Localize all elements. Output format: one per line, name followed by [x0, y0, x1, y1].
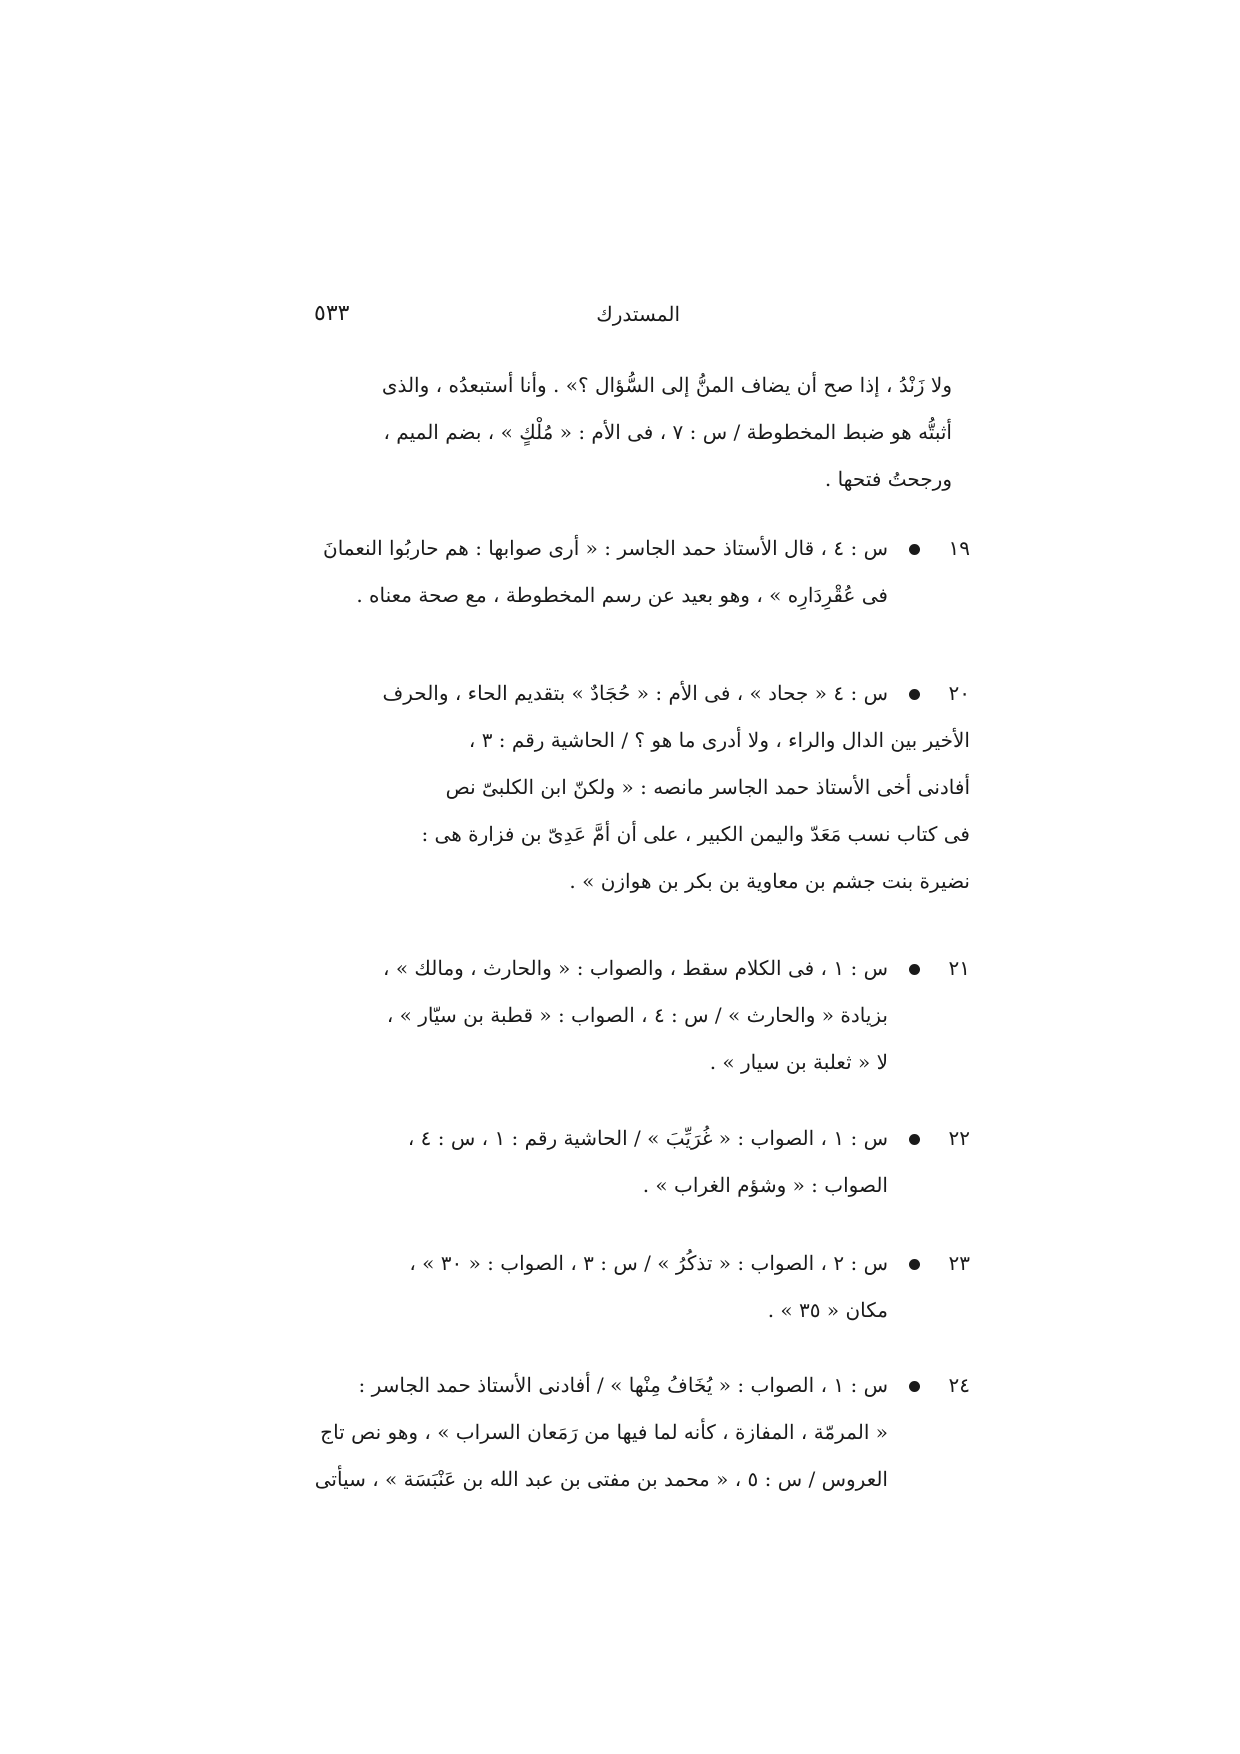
text-line: س : ١ ، الصواب : « يُخَافُ مِنْها » / أفادنى الأستاذ حمد الجاسر : — [358, 1373, 888, 1397]
intro-paragraph — [280, 362, 952, 503]
bullet-icon — [909, 544, 920, 555]
entry-21 — [280, 945, 970, 1095]
text-line: « المرمّة ، المفازة ، كأنه لما فيها من رَمَعان السراب » ، وهو نص تاج — [320, 1420, 888, 1444]
text-line: أثبتُّه هو ضبط المخطوطة / س : ٧ ، فى الأم : « مُلْكٍ » ، بضم الميم ، — [383, 420, 952, 444]
running-title: المستدرك — [596, 302, 680, 326]
text-line: ولا زَنْدُ ، إذا صح أن يضاف المنُّ إلى السُّؤال ؟» . وأنا أستبعدُه ، والذى — [381, 373, 952, 397]
text-line: س : ٢ ، الصواب : « تذكُرُ » / س : ٣ ، الصواب : « ٣٠ » ، — [409, 1251, 888, 1275]
text-line: لا « ثعلبة بن سيار » . — [709, 1050, 888, 1074]
text-line: أفادنى أخى الأستاذ حمد الجاسر مانصه : « ولكنّ ابن الكلبىّ نص — [445, 775, 970, 799]
entry-number: ٢١ — [948, 956, 970, 980]
text-line: نضيرة بنت جشم بن معاوية بن بكر بن هوازن » . — [569, 869, 970, 893]
entry-text — [280, 945, 888, 1086]
entry-19 — [280, 525, 970, 625]
text-line: س : ١ ، فى الكلام سقط ، والصواب : « والحارث ، ومالك » ، — [383, 956, 888, 980]
entry-number: ٢٤ — [948, 1373, 970, 1397]
entry-22 — [280, 1115, 970, 1215]
page-header — [300, 294, 980, 334]
text-line: فى كتاب نسب مَعَدّ واليمن الكبير ، على أن أمَّ عَدِىّ بن فزارة هى : — [421, 822, 970, 846]
text-line: الأخير بين الدال والراء ، ولا أدرى ما هو ؟ / الحاشية رقم : ٣ ، — [468, 728, 970, 752]
bullet-icon — [909, 1381, 920, 1392]
bullet-icon — [909, 689, 920, 700]
page-number: ٥٣٣ — [314, 301, 350, 326]
text-line: س : ١ ، الصواب : « غُرَيِّبَ » / الحاشية رقم : ١ ، س : ٤ ، — [407, 1126, 888, 1150]
entry-text — [280, 1362, 888, 1503]
text-line: ورجحتُ فتحها . — [824, 467, 952, 491]
bullet-icon — [909, 1259, 920, 1270]
entry-number: ٢٠ — [948, 681, 970, 705]
entry-text — [280, 1115, 888, 1209]
text-line: بزيادة « والحارث » / س : ٤ ، الصواب : « قطبة بن سيّار » ، — [386, 1003, 888, 1027]
entry-text — [280, 1240, 888, 1334]
bullet-icon — [909, 964, 920, 975]
entry-text — [280, 525, 888, 619]
entry-20 — [280, 670, 970, 910]
entry-number: ٢٢ — [948, 1126, 970, 1150]
entry-number: ١٩ — [948, 536, 970, 560]
entry-23 — [280, 1240, 970, 1340]
text-line: س : ٤ ، قال الأستاذ حمد الجاسر : « أرى صوابها : هم حاربُوا النعمانَ — [323, 536, 888, 560]
text-line: العروس / س : ٥ ، « محمد بن مفتى بن عبد الله بن عَنْبَسَة » ، سيأتى — [314, 1467, 888, 1491]
text-line: فى عُقْرِدَارِه » ، وهو بعيد عن رسم المخطوطة ، مع صحة معناه . — [356, 583, 888, 607]
text-line: مكان « ٣٥ » . — [767, 1298, 888, 1322]
text-line: س : ٤ « جحاد » ، فى الأم : « حُجَادٌ » بتقديم الحاء ، والحرف — [382, 681, 888, 705]
entry-number: ٢٣ — [948, 1251, 970, 1275]
text-line: الصواب : « وشؤم الغراب » . — [642, 1173, 888, 1197]
bullet-icon — [909, 1134, 920, 1145]
entry-24 — [280, 1362, 970, 1512]
